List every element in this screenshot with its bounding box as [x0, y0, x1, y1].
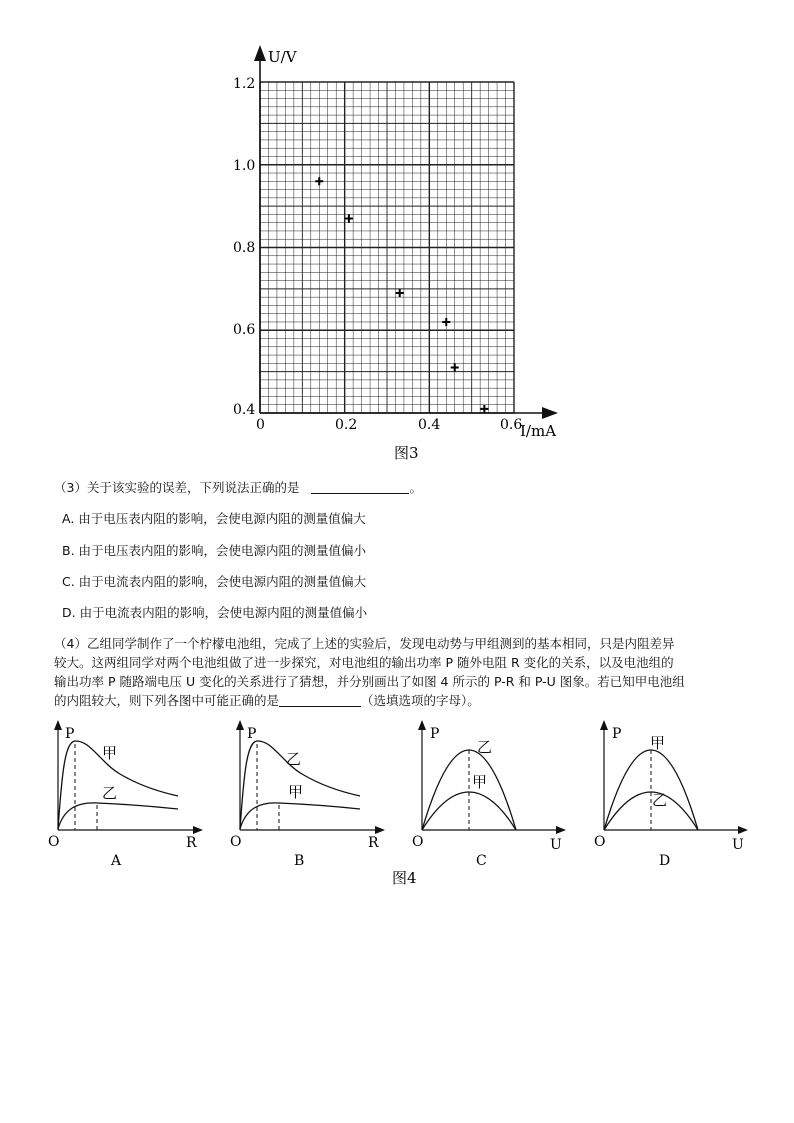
graph-b — [230, 720, 385, 869]
x-axis-arrow — [542, 407, 558, 419]
answer-blank[interactable] — [311, 481, 409, 494]
figure3-chart — [0, 0, 794, 470]
graph-a — [48, 720, 203, 869]
curve-label-upper: 乙 — [286, 750, 302, 768]
graph-letter: D — [659, 853, 671, 869]
y-tick-label: 1.2 — [233, 76, 256, 92]
figure3-grid — [260, 82, 514, 413]
curve-upper — [604, 750, 698, 830]
data-point — [451, 363, 459, 371]
curve-label-lower: 乙 — [102, 784, 118, 802]
y-tick-label: 1.0 — [233, 158, 256, 174]
q4-line-4-text: 的内阻较大，则下列各图中可能正确的是 — [54, 693, 280, 708]
x-tick-label: 0 — [256, 417, 265, 433]
curve-lower — [240, 803, 360, 829]
x-label: R — [368, 835, 379, 851]
y-tick-label: 0.6 — [233, 322, 256, 338]
y-label: P — [247, 726, 257, 742]
graph-letter: A — [111, 853, 122, 869]
origin-label: O — [48, 834, 60, 850]
graph-c — [412, 720, 566, 869]
x-label: U — [550, 837, 562, 853]
figure3-caption: 图3 — [394, 444, 419, 462]
q3-stem-text: （3）关于该实验的误差，下列说法正确的是 — [54, 480, 300, 495]
curve-label-lower: 乙 — [652, 791, 668, 809]
data-point — [442, 318, 450, 326]
curve-upper — [422, 750, 516, 830]
data-point — [480, 405, 488, 413]
q3-option-b: B. 由于电压表内阻的影响，会使电源内阻的测量值偏小 — [62, 543, 367, 558]
q3-stem — [54, 478, 422, 497]
curve-lower — [422, 792, 516, 830]
answer-blank[interactable] — [279, 694, 361, 707]
y-label: P — [612, 726, 622, 742]
x-label: R — [186, 835, 197, 851]
q4-line-3: 输出功率 P 随路端电压 U 变化的关系进行了猜想，并分别画出了如图 4 所示的 P-R 和 P-U 图象。若已知甲电池组 — [54, 674, 685, 689]
origin-label: O — [594, 834, 606, 850]
x-tick-label: 0.2 — [335, 417, 358, 433]
figure3-points — [315, 177, 488, 413]
origin-label: O — [412, 834, 424, 850]
data-point — [396, 289, 404, 297]
curve-label-upper: 甲 — [650, 734, 666, 752]
y-axis-label: U/V — [268, 48, 297, 66]
y-tick-label: 0.4 — [233, 402, 256, 418]
y-tick-label: 0.8 — [233, 240, 256, 256]
graph-d — [594, 720, 748, 869]
figure4 — [0, 712, 794, 892]
curve-label-lower: 甲 — [288, 783, 304, 801]
curve-label-upper: 甲 — [102, 744, 118, 762]
graph-letter: B — [294, 853, 305, 869]
q4-line-2: 较大。这两组同学对两个电池组做了进一步探究，对电池组的输出功率 P 随外电阻 R 变化的关系，以及电池组的 — [54, 655, 674, 670]
data-point — [315, 177, 323, 185]
x-axis-label: I/mA — [520, 422, 557, 440]
q4-line-1: （4）乙组同学制作了一个柠檬电池组，完成了上述的实验后，发现电动势与甲组测到的基本相同，只是内阻差异 — [54, 636, 675, 651]
graph-letter: C — [476, 853, 487, 869]
q4-line-4-end: （选填选项的字母）。 — [361, 693, 480, 708]
figure4-caption: 图4 — [392, 869, 417, 887]
y-label: P — [65, 726, 75, 742]
data-point — [345, 215, 353, 223]
curve-upper — [58, 741, 178, 829]
y-axis-arrow — [254, 45, 266, 61]
curve-label-lower: 甲 — [472, 773, 488, 791]
x-label: U — [732, 837, 744, 853]
curve-lower — [58, 803, 178, 829]
q3-option-a: A. 由于电压表内阻的影响，会使电源内阻的测量值偏大 — [62, 511, 366, 526]
x-tick-label: 0.6 — [500, 417, 523, 433]
q3-option-c: C. 由于电流表内阻的影响，会使电源内阻的测量值偏大 — [62, 574, 367, 589]
q3-stem-end: 。 — [409, 480, 422, 495]
y-label: P — [430, 726, 440, 742]
q3-option-d: D. 由于电流表内阻的影响，会使电源内阻的测量值偏小 — [62, 605, 368, 620]
q4-line-4 — [54, 691, 480, 710]
x-tick-label: 0.4 — [418, 417, 441, 433]
curve-label-upper: 乙 — [477, 738, 493, 756]
curve-lower — [604, 792, 698, 830]
origin-label: O — [230, 834, 242, 850]
